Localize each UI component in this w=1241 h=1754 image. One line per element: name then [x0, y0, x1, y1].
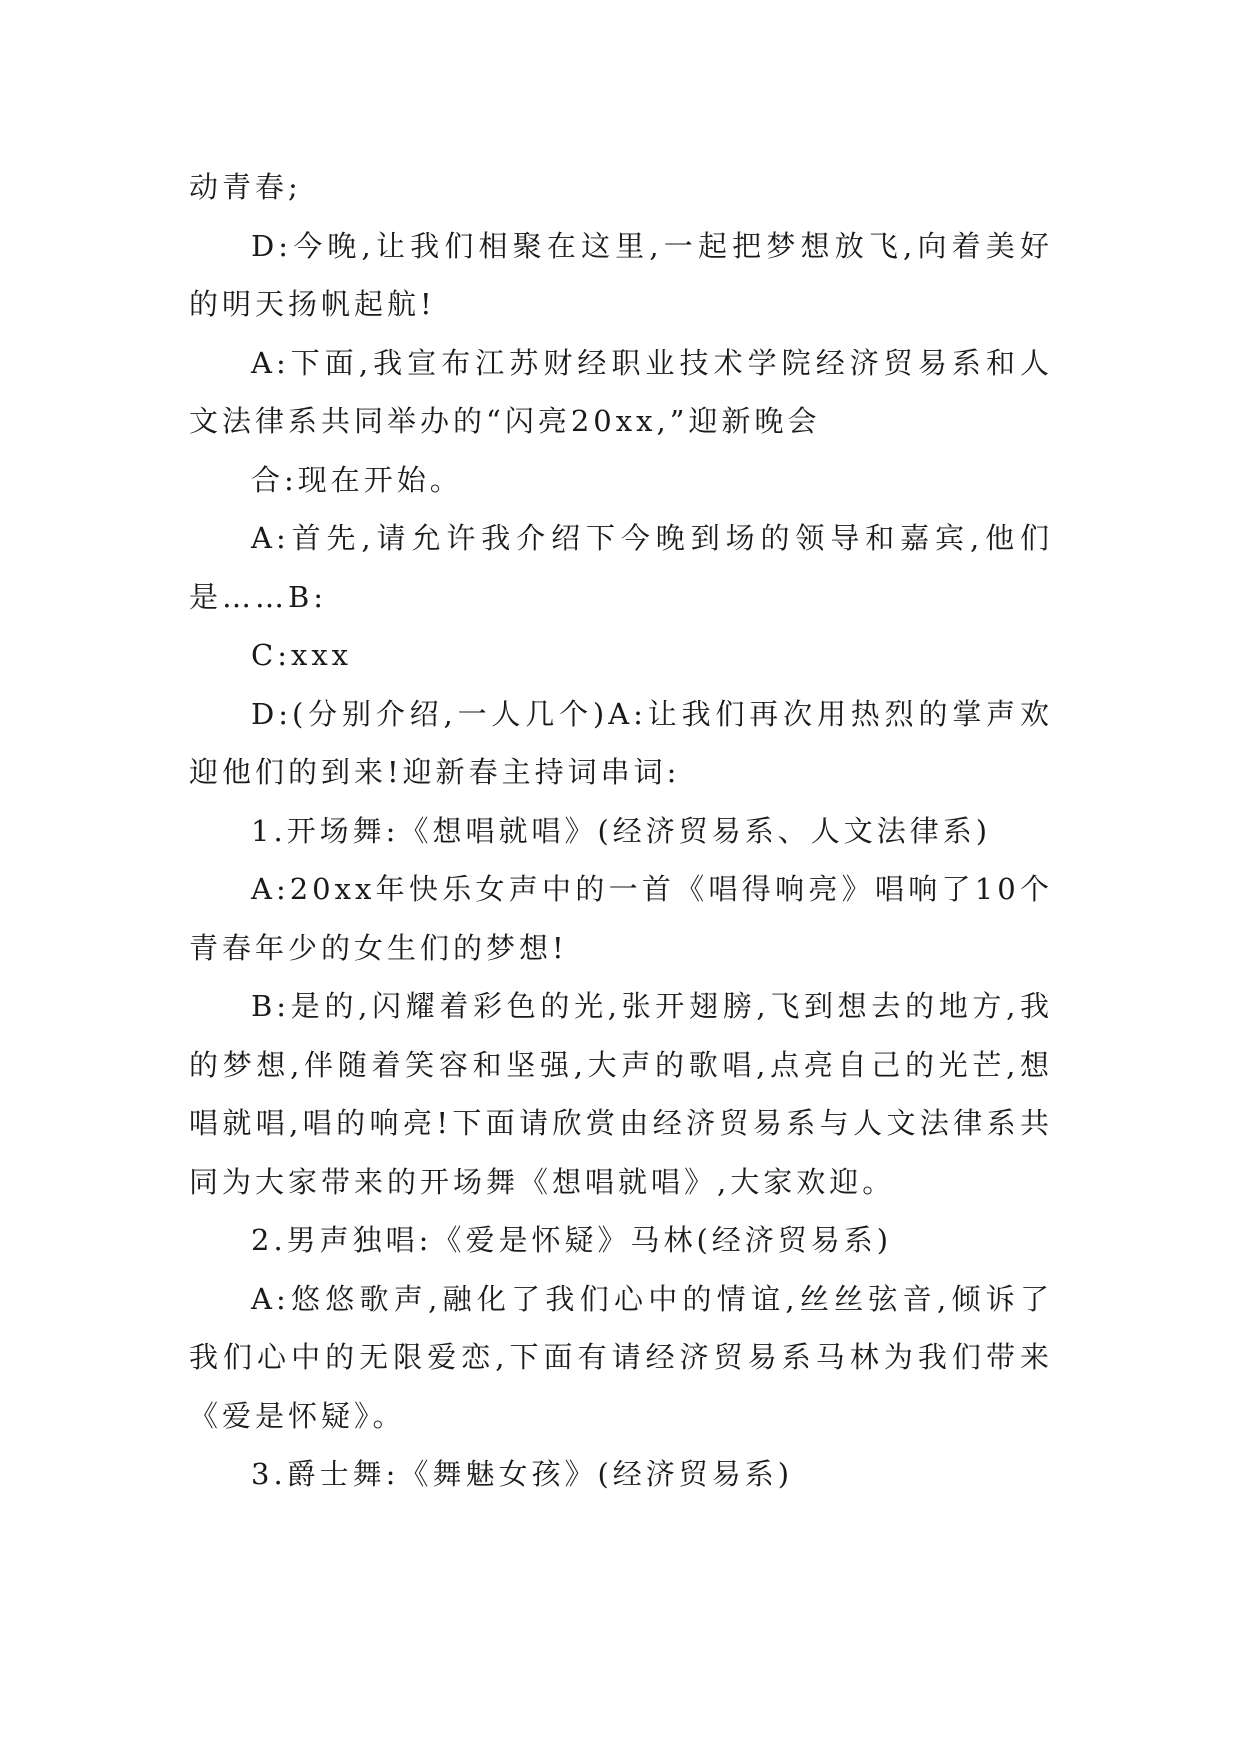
paragraph-host-d-opening: D:今晚,让我们相聚在这里,一起把梦想放飞,向着美好的明天扬帆起航! [189, 228, 1053, 321]
paragraph-continuation: 动青春; [189, 170, 302, 204]
document-body [189, 158, 1053, 1504]
program-item-3-heading: 3.爵士舞:《舞魅女孩》(经济贸易系) [251, 1457, 794, 1491]
paragraph-together-start: 合:现在开始。 [251, 462, 463, 497]
paragraph-host-a-item-2: A:悠悠歌声,融化了我们心中的情谊,丝丝弦音,倾诉了我们心中的无限爱恋,下面有请经济贸易系马林为我们带来《爱是怀疑》。 [189, 1281, 1053, 1433]
paragraph-host-a-announcement: A:下面,我宣布江苏财经职业技术学院经济贸易系和人文法律系共同举办的“闪亮20xx,”迎新晚会 [189, 345, 1053, 438]
program-item-1-heading: 1.开场舞:《想唱就唱》(经济贸易系、人文法律系) [251, 813, 992, 848]
paragraph-guest-introduction: A:首先,请允许我介绍下今晚到场的领导和嘉宾,他们是……B: [189, 521, 1053, 614]
paragraph-host-c: C:xxx [251, 638, 353, 672]
paragraph-host-a-item-1: A:20xx年快乐女声中的一首《唱得响亮》唱响了10个青春年少的女生们的梦想! [189, 872, 1053, 965]
paragraph-host-b-item-1: B:是的,闪耀着彩色的光,张开翅膀,飞到想去的地方,我的梦想,伴随着笑容和坚强,大声的歌唱,点亮自己的光芒,想唱就唱,唱的响亮!下面请欣赏由经济贸易系与人文法律系共同为大家带来的开场舞《想唱就唱》,大家欢迎。 [189, 989, 1053, 1199]
paragraph-welcome-applause: D:(分别介绍,一人几个)A:让我们再次用热烈的掌声欢迎他们的到来!迎新春主持词串词: [189, 696, 1053, 789]
program-item-2-heading: 2.男声独唱:《爱是怀疑》马林(经济贸易系) [251, 1223, 893, 1257]
